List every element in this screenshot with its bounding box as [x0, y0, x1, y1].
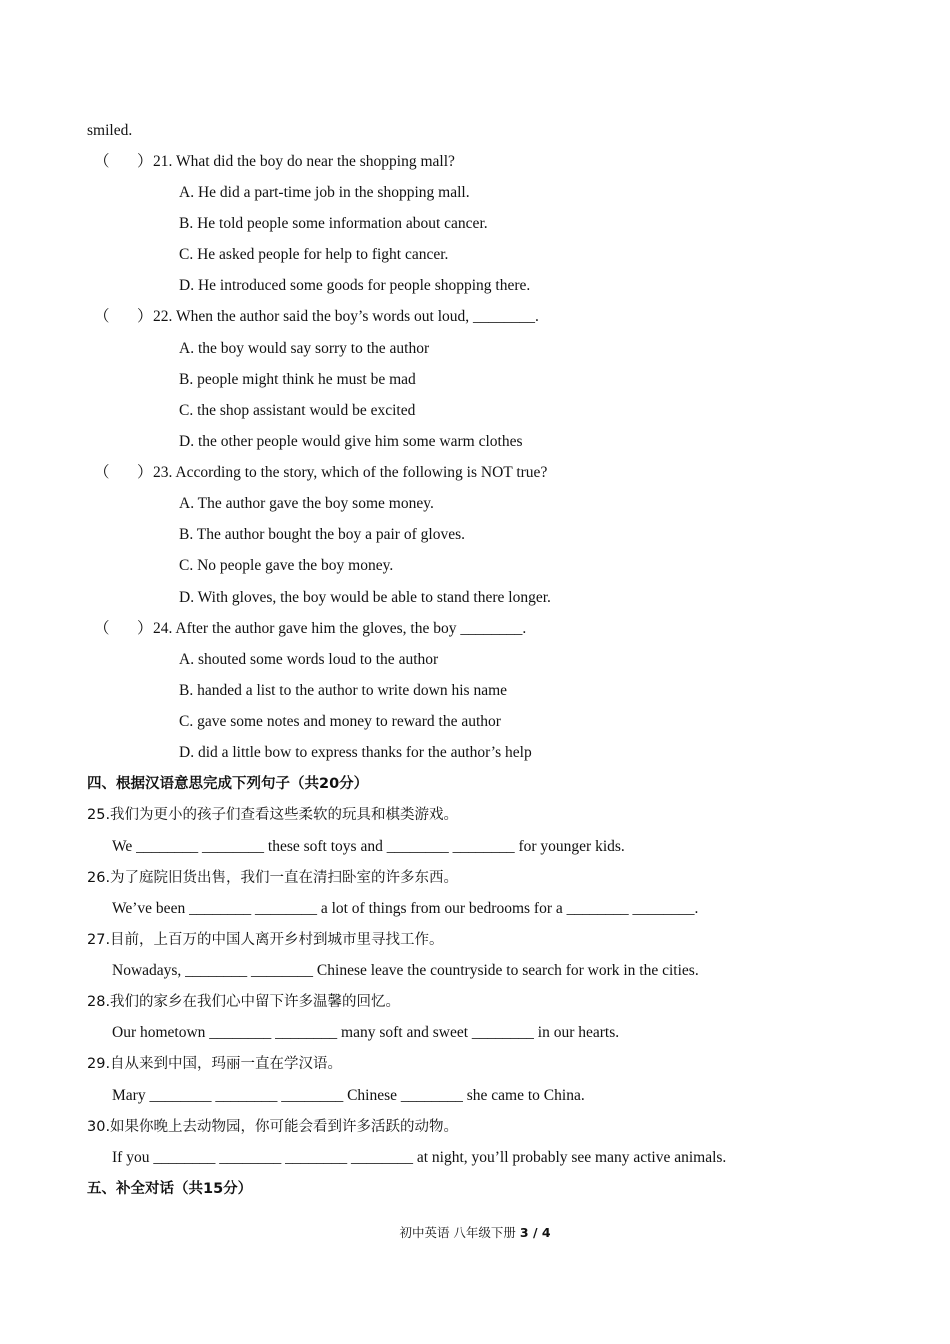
option-d: D. the other people would give him some warm clothes	[179, 433, 523, 450]
question-stem: 21. What did the boy do near the shopping mall?	[153, 153, 455, 170]
option-d: D. did a little bow to express thanks for the author’s help	[179, 744, 532, 761]
option-b: B. people might think he must be mad	[179, 371, 416, 388]
option-d: D. With gloves, the boy would be able to stand there longer.	[179, 589, 551, 606]
option-a: A. the boy would say sorry to the author	[179, 340, 430, 357]
option-a: A. He did a part-time job in the shopping mall.	[179, 184, 470, 201]
answer-paren-open: （	[94, 153, 110, 170]
english-sentence: We ________ ________ these soft toys and ________ ________ for younger kids.	[112, 838, 625, 855]
option-d: D. He introduced some goods for people shopping there.	[179, 277, 531, 294]
option-a: A. shouted some words loud to the author	[179, 651, 439, 668]
english-sentence: If you ________ ________ ________ ________ at night, you’ll probably see many active animals.	[112, 1149, 727, 1166]
question-stem: 23. According to the story, which of the following is NOT true?	[153, 464, 548, 481]
question-stem: 24. After the author gave him the gloves, the boy ________.	[153, 620, 527, 637]
section-5-heading: 五、补全对话（共15分）	[87, 1181, 253, 1197]
chinese-prompt: 25.我们为更小的孩子们查看这些柔软的玩具和棋类游戏。	[87, 807, 459, 823]
answer-paren-open: （	[94, 620, 110, 637]
english-sentence: Nowadays, ________ ________ Chinese leave the countryside to search for work in the cities.	[112, 962, 699, 979]
chinese-prompt: 30.如果你晚上去动物园，你可能会看到许多活跃的动物。	[87, 1119, 459, 1135]
option-c: C. the shop assistant would be excited	[179, 402, 416, 419]
option-c: C. gave some notes and money to reward the author	[179, 713, 501, 730]
english-sentence: We’ve been ________ ________ a lot of things from our bedrooms for a ________ ________.	[112, 900, 699, 917]
option-b: B. The author bought the boy a pair of gloves.	[179, 526, 465, 543]
english-sentence: Our hometown ________ ________ many soft and sweet ________ in our hearts.	[112, 1024, 620, 1041]
option-c: C. No people gave the boy money.	[179, 557, 394, 574]
page-number: 3 / 4	[519, 1225, 551, 1240]
chinese-prompt: 27.目前，上百万的中国人离开乡村到城市里寻找工作。	[87, 932, 444, 948]
page-footer	[0, 1224, 950, 1242]
option-a: A. The author gave the boy some money.	[179, 495, 434, 512]
chinese-prompt: 26.为了庭院旧货出售，我们一直在清扫卧室的许多东西。	[87, 870, 459, 886]
option-c: C. He asked people for help to fight cancer.	[179, 246, 449, 263]
chinese-prompt: 28.我们的家乡在我们心中留下许多温馨的回忆。	[87, 994, 401, 1010]
option-b: B. He told people some information about cancer.	[179, 215, 488, 232]
footer-title: 初中英语 八年级下册	[399, 1225, 520, 1240]
answer-paren-open: （	[94, 464, 110, 481]
answer-paren-open: （	[94, 308, 110, 325]
answer-paren-close: ）	[137, 620, 153, 637]
answer-paren-close: ）	[137, 308, 153, 325]
english-sentence: Mary ________ ________ ________ Chinese ________ she came to China.	[112, 1087, 585, 1104]
question-stem: 22. When the author said the boy’s words out loud, ________.	[153, 308, 539, 325]
section-4-heading: 四、根据汉语意思完成下列句子（共20分）	[87, 776, 369, 792]
answer-paren-close: ）	[137, 464, 153, 481]
answer-paren-close: ）	[137, 153, 153, 170]
chinese-prompt: 29.自从来到中国，玛丽一直在学汉语。	[87, 1056, 343, 1072]
option-b: B. handed a list to the author to write down his name	[179, 682, 508, 699]
passage-continuation: smiled.	[87, 122, 133, 139]
